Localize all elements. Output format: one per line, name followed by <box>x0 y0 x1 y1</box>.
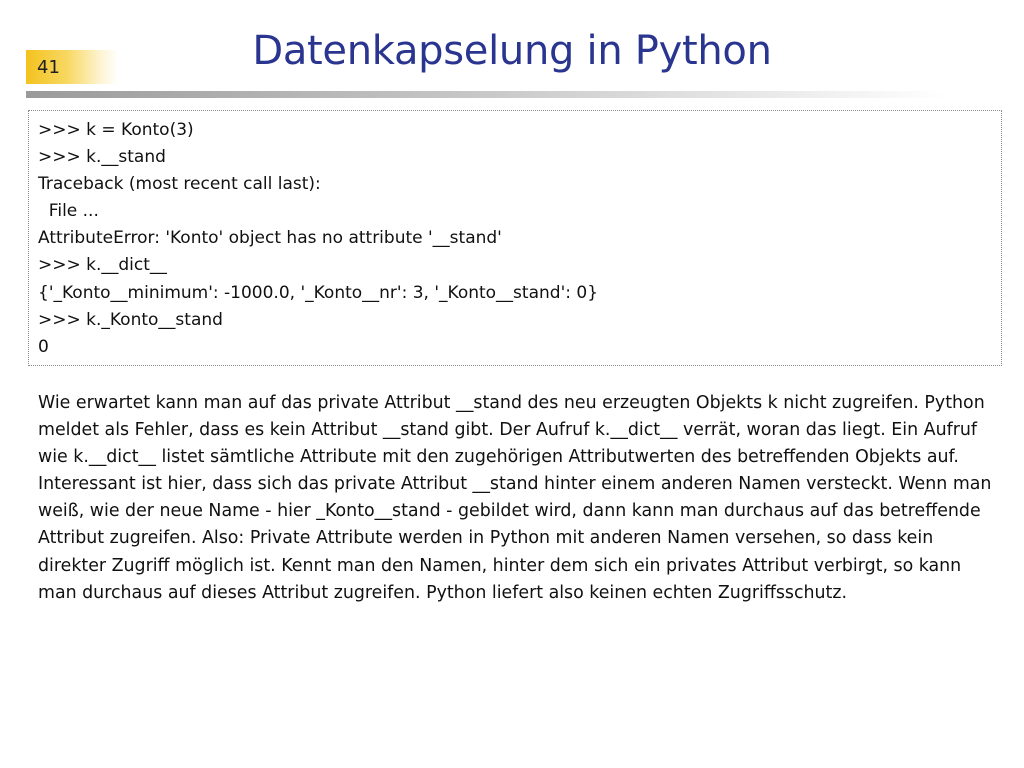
code-line: Traceback (most recent call last): <box>38 174 321 195</box>
code-line: 0 <box>38 336 49 357</box>
code-line: >>> k._Konto__stand <box>38 309 223 330</box>
slide-title: Datenkapselung in Python <box>252 28 772 74</box>
code-line: {'_Konto__minimum': -1000.0, '_Konto__nr': 3, '_Konto__stand': 0} <box>38 282 599 303</box>
code-line: >>> k.__dict__ <box>38 255 167 276</box>
code-line: >>> k = Konto(3) <box>38 120 194 140</box>
explanation-paragraph: Wie erwartet kann man auf das private Attribut __stand des neu erzeugten Objekts k nicht zugreifen. Python meldet als Fehler, dass es kein Attribut __stand gibt. Der Aufruf k.__dict__ verrät, woran das liegt. Ein Aufruf wie k.__dict__ listet sämtliche Attribute mit den zugehörigen Attributwerten des betreffenden Objekts auf. Interessant ist hier, dass sich das private Attribut __stand hinter einem anderen Namen versteckt. Wenn man weiß, wie der neue Name - hier _Konto__stand - gebildet wird, dann kann man durchaus auf das betreffende Attribut zugreifen. Also: Private Attribute werden in Python mit anderen Namen versehen, so dass kein direkter Zugriff möglich ist. Kennt man den Namen, hinter dem sich ein privates Attribut verbirgt, so kann man durchaus auf dieses Attribut zugreifen. Python liefert also keinen echten Zugriffsschutz. <box>38 393 992 603</box>
code-line: >>> k.__stand <box>38 147 166 168</box>
code-line: File ... <box>38 201 99 222</box>
title-divider <box>26 91 946 98</box>
code-line: AttributeError: 'Konto' object has no attribute '__stand' <box>38 228 502 249</box>
code-example <box>38 117 598 361</box>
slide-number: 41 <box>37 57 60 78</box>
